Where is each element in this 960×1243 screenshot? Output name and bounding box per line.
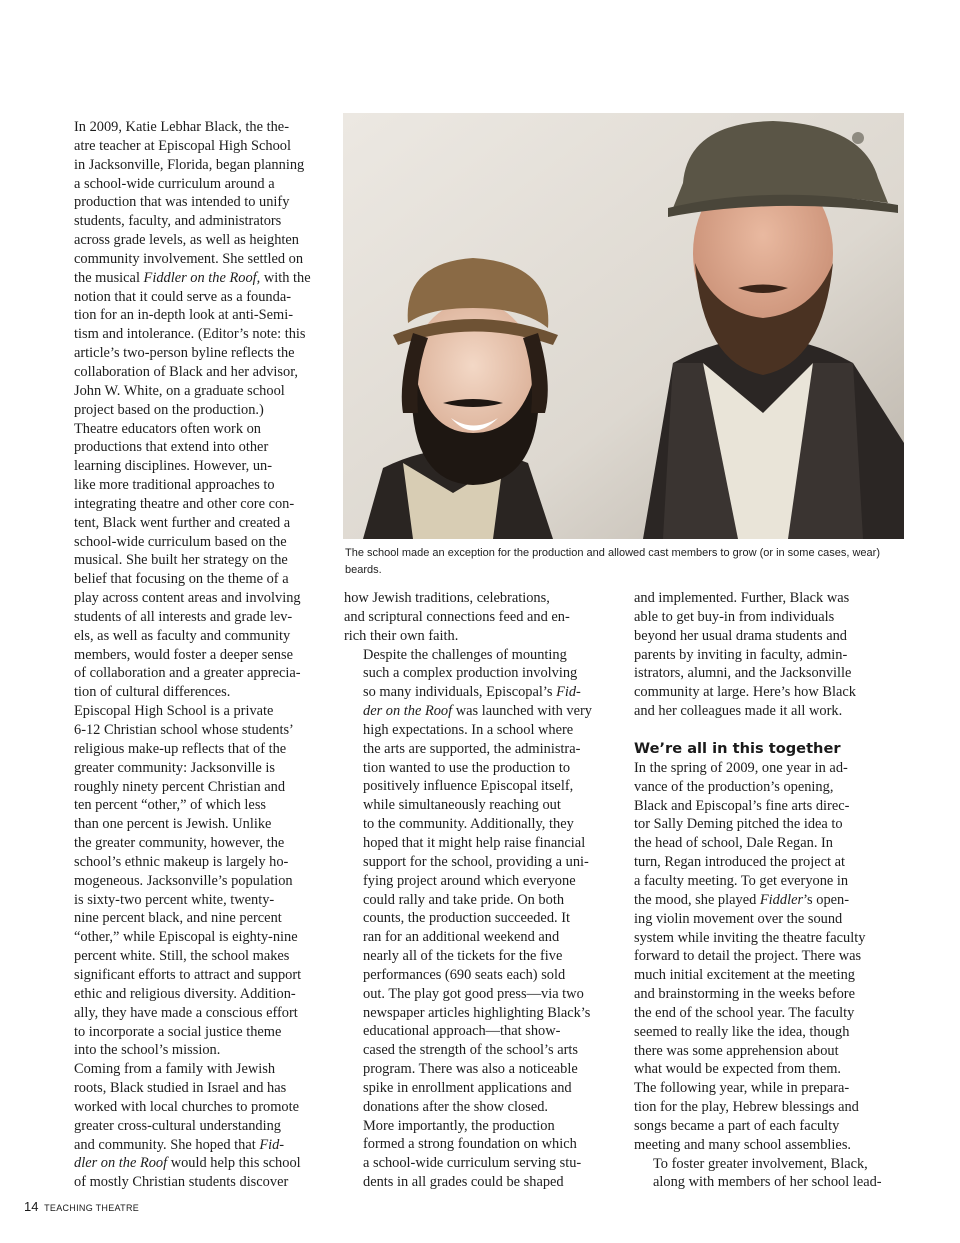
text-line: tism and intolerance. (Editor’s note: this bbox=[74, 326, 306, 343]
text-line: project based on the production.) bbox=[74, 401, 264, 418]
text-line: into the school’s mission. bbox=[74, 1042, 221, 1059]
text-run: the mood, she played bbox=[634, 891, 760, 908]
text-line: ethic and religious diversity. Addition- bbox=[74, 985, 296, 1002]
text-line: tion for the play, Hebrew blessings and bbox=[634, 1099, 859, 1116]
text-line: and brainstorming in the weeks before bbox=[634, 986, 855, 1003]
text-line: community involvement. She settled on bbox=[74, 250, 304, 267]
text-line: formed a strong foundation on which bbox=[363, 1136, 577, 1153]
publication-name: TEACHING THEATRE bbox=[44, 1203, 140, 1213]
text-line: able to get buy-in from individuals bbox=[634, 608, 835, 625]
text-line: tent, Black went further and created a bbox=[74, 514, 291, 531]
text-line: els, as well as faculty and community bbox=[74, 627, 291, 644]
text-line: there was some apprehension about bbox=[634, 1042, 839, 1059]
photo-caption bbox=[345, 545, 905, 578]
title-italic: Fid- bbox=[556, 684, 581, 701]
text-line bbox=[634, 891, 906, 910]
text-line: parents by inviting in faculty, admin- bbox=[634, 646, 848, 663]
text-run: with the bbox=[260, 269, 311, 286]
page-footer bbox=[24, 1199, 139, 1214]
text-line: could rally and take pride. On both bbox=[363, 891, 565, 908]
paragraph bbox=[55, 1060, 330, 1192]
text-line: such a complex production involving bbox=[363, 665, 578, 682]
text-line: meeting and many school assemblies. bbox=[634, 1136, 852, 1153]
text-line: integrating theatre and other core con- bbox=[74, 495, 295, 512]
text-line bbox=[55, 1136, 330, 1155]
text-run: and community. She hoped that bbox=[74, 1136, 260, 1153]
text-line: The following year, while in prepara- bbox=[634, 1080, 850, 1097]
text-run: so many individuals, Episcopal’s bbox=[363, 684, 557, 701]
text-line: donations after the show closed. bbox=[363, 1098, 549, 1115]
text-line: counts, the production succeeded. It bbox=[363, 910, 570, 927]
section-heading: We’re all in this together bbox=[634, 739, 841, 757]
text-line: Episcopal High School is a private bbox=[74, 703, 274, 720]
text-line: system while inviting the theatre faculty bbox=[634, 929, 866, 946]
text-line: turn, Regan introduced the project at bbox=[634, 854, 845, 871]
text-run: would help this school bbox=[167, 1155, 301, 1172]
text-line: a faculty meeting. To get everyone in bbox=[634, 872, 849, 889]
text-line: tion for an in-depth look at anti-Semi- bbox=[74, 307, 294, 324]
text-line: the head of school, Dale Regan. In bbox=[634, 835, 834, 852]
text-line: fying project around which everyone bbox=[363, 872, 576, 889]
text-line: learning disciplines. However, un- bbox=[74, 458, 273, 475]
text-line: newspaper articles highlighting Black’s bbox=[363, 1004, 591, 1021]
title-italic: Fiddler bbox=[759, 891, 804, 908]
text-line: Despite the challenges of mounting bbox=[363, 646, 567, 663]
caption-line: beards. bbox=[345, 563, 382, 576]
article-column-3 bbox=[634, 589, 906, 1192]
paragraph bbox=[634, 589, 906, 721]
text-line: of mostly Christian students discover bbox=[74, 1174, 289, 1191]
text-line: members, would foster a deeper sense bbox=[74, 646, 293, 663]
title-italic: Fid- bbox=[259, 1136, 285, 1153]
text-line: the end of the school year. The faculty bbox=[634, 1004, 855, 1021]
text-line: musical. She built her strategy on the bbox=[74, 552, 288, 569]
paragraph-intro bbox=[55, 118, 330, 420]
text-run: was launched with very bbox=[452, 703, 593, 720]
text-line: community at large. Here’s how Black bbox=[634, 684, 856, 701]
text-line: roughly ninety percent Christian and bbox=[74, 778, 286, 795]
text-line: along with members of her school lead- bbox=[653, 1174, 882, 1191]
text-line: percent white. Still, the school makes bbox=[74, 948, 290, 965]
text-line: ing violin movement over the sound bbox=[634, 910, 843, 927]
text-line: forward to detail the project. There was bbox=[634, 948, 862, 965]
text-run: ’s open- bbox=[803, 891, 850, 908]
text-line: the greater community, however, the bbox=[74, 835, 285, 852]
text-line: the arts are supported, the administra- bbox=[363, 740, 581, 757]
paragraph bbox=[55, 702, 330, 1060]
text-line: like more traditional approaches to bbox=[74, 477, 275, 494]
text-line: and her colleagues made it all work. bbox=[634, 703, 843, 720]
text-line: article’s two-person byline reflects the bbox=[74, 345, 295, 362]
text-line: production that was intended to unify bbox=[74, 194, 290, 211]
paragraph bbox=[634, 1155, 906, 1193]
title-italic: dler on the Roof bbox=[74, 1155, 168, 1172]
text-line: In the spring of 2009, one year in ad- bbox=[634, 759, 848, 776]
text-line: hoped that it might help raise financial bbox=[363, 834, 586, 851]
text-line: to incorporate a social justice theme bbox=[74, 1023, 282, 1040]
text-line: students of all interests and grade lev- bbox=[74, 608, 293, 625]
paragraph bbox=[344, 589, 618, 646]
title-italic: Fiddler on the Roof, bbox=[143, 269, 261, 286]
text-line: students, faculty, and administrators bbox=[74, 213, 282, 230]
text-line: Coming from a family with Jewish bbox=[74, 1061, 276, 1078]
text-line: ten percent “other,” of which less bbox=[74, 797, 267, 814]
paragraph bbox=[344, 1117, 618, 1192]
caption-line: The school made an exception for the production and allowed cast members to grow (or in some cases, wear) bbox=[345, 547, 880, 559]
text-line: of collaboration and a greater apprecia- bbox=[74, 665, 301, 682]
page-number: 14 bbox=[24, 1199, 39, 1214]
article-column-1 bbox=[55, 118, 330, 1192]
text-line: nine percent black, and nine percent bbox=[74, 910, 282, 927]
text-line: seemed to really like the idea, though bbox=[634, 1023, 850, 1040]
text-line: school-wide curriculum based on the bbox=[74, 533, 287, 550]
text-run: the musical bbox=[74, 269, 144, 286]
paragraph bbox=[55, 420, 330, 703]
text-line: tion wanted to use the production to bbox=[363, 759, 571, 776]
text-line: cased the strength of the school’s arts bbox=[363, 1042, 579, 1059]
paragraph bbox=[344, 646, 618, 1117]
text-line: productions that extend into other bbox=[74, 439, 269, 456]
text-line: 6-12 Christian school whose students’ bbox=[74, 722, 294, 738]
text-line: beyond her usual drama students and bbox=[634, 627, 848, 644]
text-line: More importantly, the production bbox=[363, 1117, 555, 1134]
text-line: “other,” while Episcopal is eighty-nine bbox=[74, 929, 298, 946]
text-line: in Jacksonville, Florida, began planning bbox=[74, 156, 305, 173]
text-line: a school-wide curriculum serving stu- bbox=[363, 1155, 582, 1172]
text-line: much initial excitement at the meeting bbox=[634, 967, 855, 984]
text-line: out. The play got good press—via two bbox=[363, 985, 584, 1002]
text-line: Black and Episcopal’s fine arts direc- bbox=[634, 797, 850, 814]
article-column-2 bbox=[344, 589, 618, 1192]
text-line: to the community. Additionally, they bbox=[363, 816, 574, 833]
text-line: John W. White, on a graduate school bbox=[74, 382, 285, 399]
text-line: To foster greater involvement, Black, bbox=[653, 1155, 868, 1172]
text-line: play across content areas and involving bbox=[74, 590, 301, 607]
text-line bbox=[55, 1154, 330, 1173]
text-line: across grade levels, as well as heighten bbox=[74, 232, 299, 249]
text-line: a school-wide curriculum around a bbox=[74, 175, 275, 192]
text-line: while simultaneously reaching out bbox=[363, 797, 561, 814]
text-line: tor Sally Deming pitched the idea to bbox=[634, 816, 843, 833]
text-line: greater cross-cultural understanding bbox=[74, 1117, 281, 1134]
text-line: what would be expected from them. bbox=[634, 1061, 841, 1078]
text-line: than one percent is Jewish. Unlike bbox=[74, 816, 272, 833]
text-line: In 2009, Katie Lebhar Black, the the- bbox=[74, 119, 289, 135]
text-line: positively influence Episcopal itself, bbox=[363, 778, 574, 795]
text-line: program. There was also a noticeable bbox=[363, 1061, 578, 1078]
text-line: educational approach—that show- bbox=[363, 1023, 561, 1040]
text-line bbox=[344, 702, 618, 721]
text-line: collaboration of Black and her advisor, bbox=[74, 363, 299, 380]
text-line: and scriptural connections feed and en- bbox=[344, 608, 570, 625]
title-italic: der on the Roof bbox=[363, 703, 453, 720]
text-line: istrators, alumni, and the Jacksonville bbox=[634, 665, 852, 682]
text-line: songs became a part of each faculty bbox=[634, 1117, 840, 1134]
text-line: belief that focusing on the theme of a bbox=[74, 571, 289, 588]
text-line: rich their own faith. bbox=[344, 627, 459, 644]
text-line: support for the school, providing a uni- bbox=[363, 853, 589, 870]
text-line: ran for an additional weekend and bbox=[363, 929, 560, 946]
text-line: high expectations. In a school where bbox=[363, 721, 574, 738]
text-line: is sixty-two percent white, twenty- bbox=[74, 891, 275, 908]
text-line: spike in enrollment applications and bbox=[363, 1079, 572, 1096]
text-line: roots, Black studied in Israel and has bbox=[74, 1080, 287, 1097]
text-line: how Jewish traditions, celebrations, bbox=[344, 590, 550, 606]
text-line: greater community: Jacksonville is bbox=[74, 759, 276, 776]
text-line: significant efforts to attract and support bbox=[74, 966, 302, 983]
text-line: tion of cultural differences. bbox=[74, 684, 231, 701]
text-line: atre teacher at Episcopal High School bbox=[74, 137, 291, 154]
text-line: and implemented. Further, Black was bbox=[634, 590, 850, 606]
text-line bbox=[344, 683, 618, 702]
text-line: religious make-up reflects that of the bbox=[74, 740, 287, 757]
text-line: school’s ethnic makeup is largely ho- bbox=[74, 853, 289, 870]
text-line: worked with local churches to promote bbox=[74, 1098, 299, 1115]
paragraph bbox=[634, 759, 906, 1155]
text-line: dents in all grades could be shaped bbox=[363, 1174, 564, 1191]
text-line: performances (690 seats each) sold bbox=[363, 966, 566, 983]
article-photo bbox=[343, 113, 904, 539]
text-line bbox=[55, 269, 330, 288]
text-line: Theatre educators often work on bbox=[74, 420, 262, 437]
text-line: nearly all of the tickets for the five bbox=[363, 948, 563, 965]
cast-members-photo bbox=[343, 113, 904, 539]
text-line: vance of the production’s opening, bbox=[634, 778, 834, 795]
text-line: ally, they have made a conscious effort bbox=[74, 1004, 298, 1021]
text-line: mogeneous. Jacksonville’s population bbox=[74, 872, 293, 889]
text-line: notion that it could serve as a founda- bbox=[74, 288, 291, 305]
